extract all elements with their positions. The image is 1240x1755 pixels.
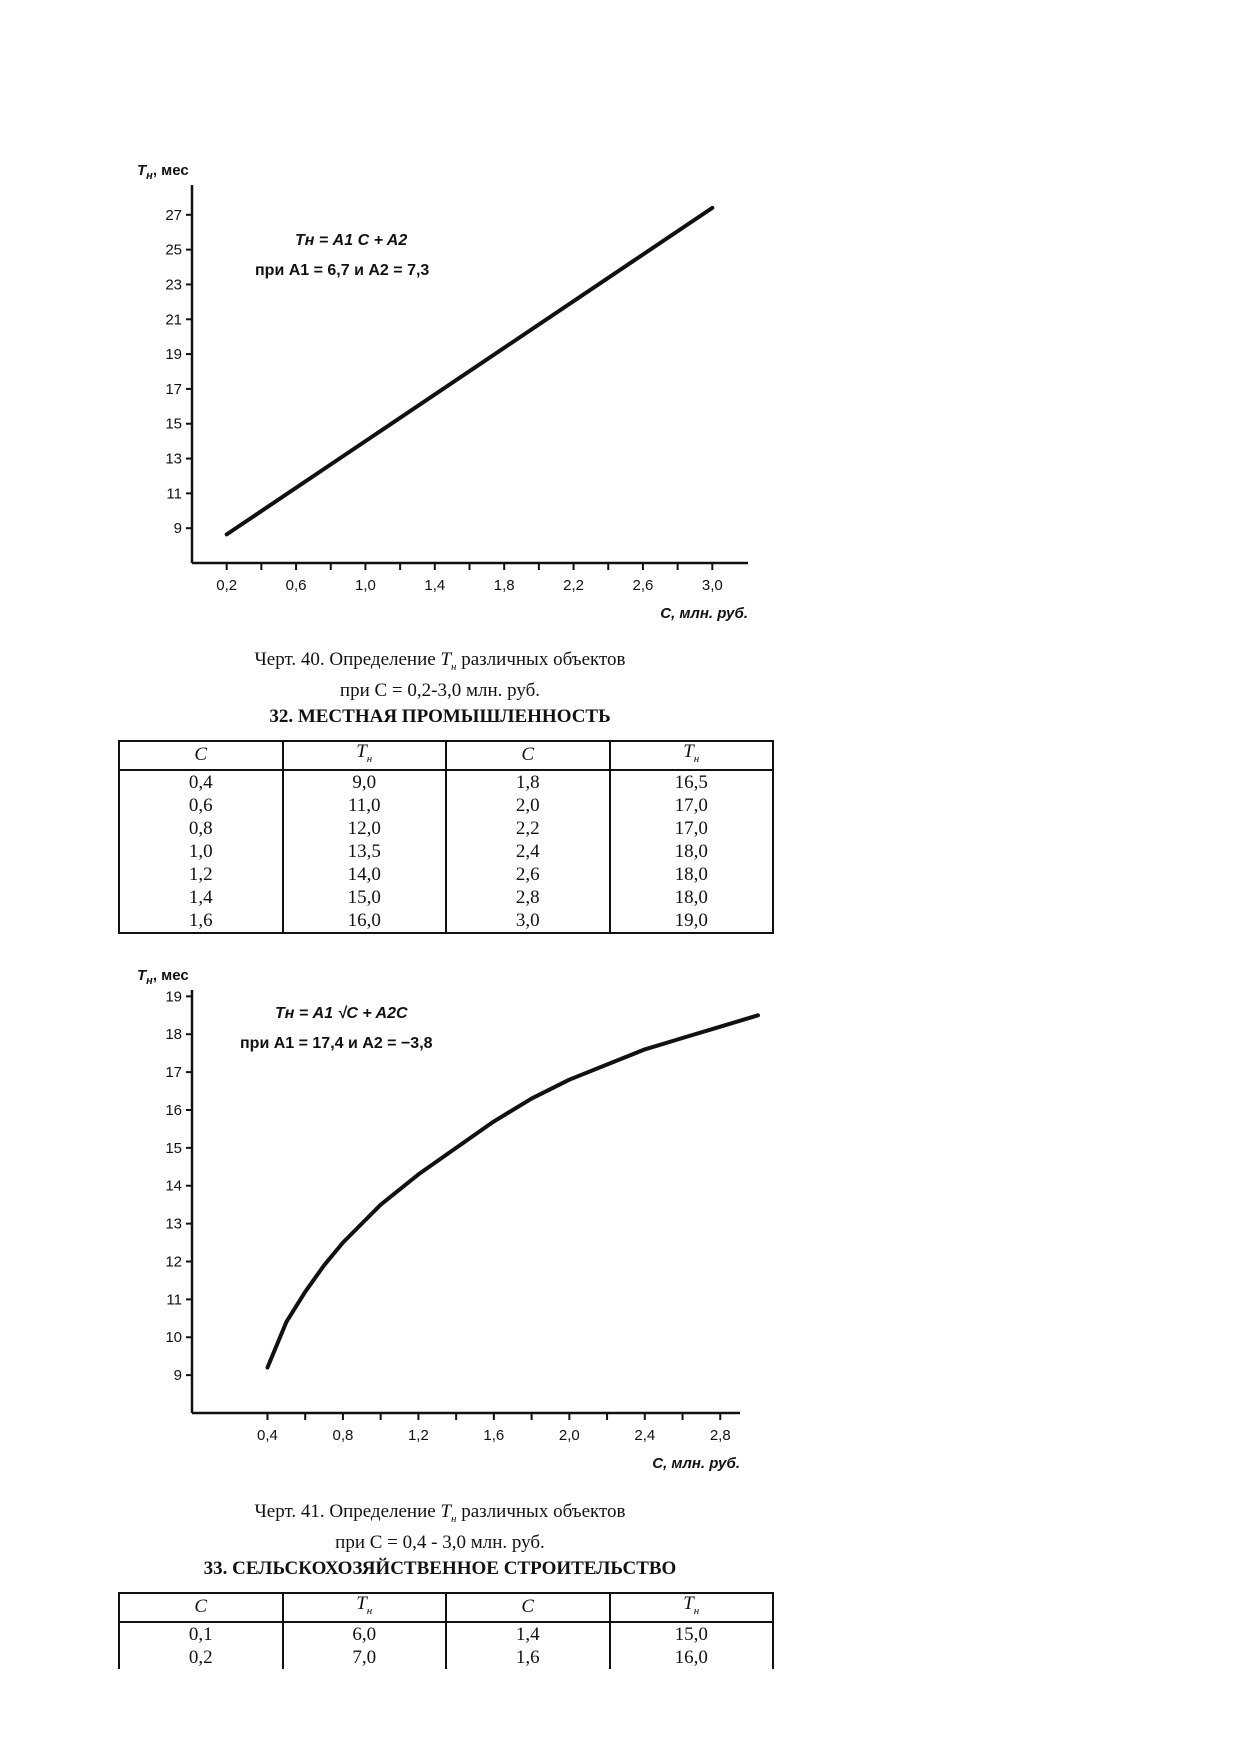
table-32-cell: 0,6 xyxy=(119,794,283,817)
chart-41-svg xyxy=(0,955,780,1475)
chart-41-caption xyxy=(120,1500,760,1554)
table-33-header-cell: C xyxy=(446,1593,610,1622)
table-32-cell: 1,6 xyxy=(119,909,283,933)
chart-40-x-axis-title: C, млн. руб. xyxy=(660,605,748,622)
table-32-cell: 18,0 xyxy=(610,886,774,909)
caption-41-suffix: различных объектов xyxy=(456,1501,626,1522)
caption-40-suffix: различных объектов xyxy=(456,649,626,670)
table-33-header-subscript: н xyxy=(693,1604,700,1617)
caption-40-t: T xyxy=(440,649,452,670)
table-32-header-subscript: н xyxy=(693,752,700,765)
table-33-cell: 16,0 xyxy=(610,1646,774,1669)
table-32-header-cell: C xyxy=(119,741,283,770)
chart-41-x-tick-label: 1,2 xyxy=(407,1427,429,1444)
chart-41-x-tick-label: 2,4 xyxy=(634,1427,656,1444)
chart-41-y-tick-label: 19 xyxy=(165,988,182,1006)
chart-40-y-tick-label: 23 xyxy=(165,276,182,294)
table-33-header-cell: C xyxy=(119,1593,283,1622)
table-32-cell: 11,0 xyxy=(283,794,447,817)
chart-40-y-tick-label: 21 xyxy=(165,311,182,329)
chart-40-y-tick-label: 9 xyxy=(173,520,182,538)
table-33-header-cell: $T_н$ xyxy=(283,1593,447,1622)
chart-40-x-tick-label: 1,0 xyxy=(355,577,376,594)
table-32-row xyxy=(119,770,773,794)
chart-40-x-tick-label: 1,4 xyxy=(424,577,446,594)
chart-40-x-tick-label: 2,2 xyxy=(563,577,584,594)
table-32-cell: 1,8 xyxy=(446,770,610,794)
table-32-cell: 16,5 xyxy=(610,770,774,794)
chart-40-formula-line1: Tн = A1 C + A2 xyxy=(295,232,408,249)
chart-40-x-tick-label: 1,8 xyxy=(493,577,515,594)
caption-40-line2: при С = 0,2-3,0 млн. руб. xyxy=(339,679,541,701)
chart-40-y-tick-label: 19 xyxy=(165,346,182,364)
chart-41-y-tick-label: 13 xyxy=(165,1215,182,1233)
table-32-row xyxy=(119,817,773,840)
chart-41-y-tick-label: 9 xyxy=(173,1367,182,1385)
table-33-cell: 6,0 xyxy=(283,1622,447,1646)
chart-40-y-tick-label: 15 xyxy=(165,415,182,433)
chart-41-y-tick-label: 15 xyxy=(165,1139,182,1157)
chart-40-y-tick-label: 27 xyxy=(165,206,182,224)
chart-41-y-tick-label: 16 xyxy=(165,1101,182,1119)
table-32-cell: 2,4 xyxy=(446,840,610,863)
chart-40-x-tick-label: 2,6 xyxy=(632,577,654,594)
caption-41-prefix: Черт. 41. Определение xyxy=(254,1501,441,1522)
chart-41-y-tick-label: 10 xyxy=(165,1329,182,1347)
table-32-row xyxy=(119,840,773,863)
chart-41-y-tick-label: 17 xyxy=(165,1064,182,1082)
chart-41-y-tick-label: 11 xyxy=(166,1291,182,1309)
chart-40-y-axis-title: $T_н$, мес xyxy=(137,162,189,182)
caption-40-line1 xyxy=(120,648,760,679)
chart-40-formula-line2: при A1 = 6,7 и A2 = 7,3 xyxy=(255,262,430,279)
table-33-cell: 1,4 xyxy=(446,1622,610,1646)
chart-40-x-tick-label: 3,0 xyxy=(701,577,723,594)
table-33-cell: 0,1 xyxy=(119,1622,283,1646)
table-32-cell: 17,0 xyxy=(610,817,774,840)
chart-41-x-axis-title: C, млн. руб. xyxy=(652,1455,740,1472)
chart-40 xyxy=(0,140,780,630)
table-32-cell: 2,2 xyxy=(446,817,610,840)
caption-40-sub: н xyxy=(451,660,457,673)
table-32-header-cell: $T_н$ xyxy=(610,741,774,770)
chart-41-formula-line2: при A1 = 17,4 и A2 = −3,8 xyxy=(240,1035,433,1052)
table-32-cell: 15,0 xyxy=(283,886,447,909)
chart-40-caption xyxy=(120,648,760,702)
table-32-cell: 9,0 xyxy=(283,770,447,794)
caption-41-sub: н xyxy=(451,1512,457,1525)
chart-41-formula-line1: Tн = A1 √C + A2C xyxy=(275,1005,408,1022)
table-32-cell: 18,0 xyxy=(610,840,774,863)
table-32-cell: 2,6 xyxy=(446,863,610,886)
table-32-cell: 1,4 xyxy=(119,886,283,909)
chart-41 xyxy=(0,955,780,1475)
section-33-title: 33. СЕЛЬСКОХОЗЯЙСТВЕННОЕ СТРОИТЕЛЬСТВО xyxy=(203,1558,677,1579)
table-33-row xyxy=(119,1646,773,1669)
table-32-row xyxy=(119,886,773,909)
table-33-cell: 0,2 xyxy=(119,1646,283,1669)
table-32-row xyxy=(119,863,773,886)
chart-40-x-tick-label: 0,6 xyxy=(285,577,307,594)
table-32-cell: 12,0 xyxy=(283,817,447,840)
chart-40-x-tick-label: 0,2 xyxy=(216,577,238,594)
table-32-cell: 2,0 xyxy=(446,794,610,817)
table-33-cell: 7,0 xyxy=(283,1646,447,1669)
chart-41-y-axis-title: $T_н$, мес xyxy=(137,967,189,987)
table-32-row xyxy=(119,794,773,817)
chart-41-x-tick-label: 1,6 xyxy=(483,1427,505,1444)
table-32-cell: 0,4 xyxy=(119,770,283,794)
chart-41-series-line xyxy=(268,1015,759,1367)
table-32-cell: 16,0 xyxy=(283,909,447,933)
table-32-cell: 19,0 xyxy=(610,909,774,933)
table-32-cell: 1,2 xyxy=(119,863,283,886)
table-32-header-cell: $T_н$ xyxy=(283,741,447,770)
chart-41-x-tick-label: 2,0 xyxy=(558,1427,580,1444)
chart-40-y-tick-label: 17 xyxy=(165,380,182,398)
table-32-header-cell: C xyxy=(446,741,610,770)
chart-40-svg xyxy=(0,140,780,630)
chart-40-y-tick-label: 11 xyxy=(166,485,182,503)
table-32-cell: 17,0 xyxy=(610,794,774,817)
chart-41-x-tick-label: 0,8 xyxy=(332,1427,354,1444)
table-32-header-subscript: н xyxy=(366,752,373,765)
table-32-cell: 14,0 xyxy=(283,863,447,886)
table-32-header-row xyxy=(119,741,773,770)
chart-41-y-tick-label: 12 xyxy=(165,1253,182,1271)
table-33-header-row xyxy=(119,1593,773,1622)
chart-41-y-tick-label: 14 xyxy=(165,1177,182,1195)
chart-40-y-tick-label: 25 xyxy=(165,241,182,259)
caption-41-t: T xyxy=(440,1501,452,1522)
table-32-cell: 2,8 xyxy=(446,886,610,909)
chart-41-x-tick-label: 0,4 xyxy=(257,1427,278,1444)
chart-41-x-tick-label: 2,8 xyxy=(709,1427,731,1444)
chart-40-y-tick-label: 13 xyxy=(165,450,182,468)
table-33-header-subscript: н xyxy=(366,1604,373,1617)
table-32-cell: 0,8 xyxy=(119,817,283,840)
table-32-cell: 1,0 xyxy=(119,840,283,863)
caption-41-line1 xyxy=(120,1500,760,1531)
section-32-title: 32. МЕСТНАЯ ПРОМЫШЛЕННОСТЬ xyxy=(269,706,611,727)
caption-41-line2: при С = 0,4 - 3,0 млн. руб. xyxy=(335,1531,545,1553)
table-32-cell: 18,0 xyxy=(610,863,774,886)
table-32-row xyxy=(119,909,773,933)
table-32 xyxy=(118,740,774,934)
chart-41-y-tick-label: 18 xyxy=(165,1026,182,1044)
table-32-cell: 13,5 xyxy=(283,840,447,863)
table-32-cell: 3,0 xyxy=(446,909,610,933)
table-33-row xyxy=(119,1622,773,1646)
table-33-header-cell: $T_н$ xyxy=(610,1593,774,1622)
chart-40-series-line xyxy=(227,208,713,535)
table-33-cell: 1,6 xyxy=(446,1646,610,1669)
caption-40-prefix: Черт. 40. Определение xyxy=(254,649,441,670)
table-33 xyxy=(118,1592,774,1669)
table-33-cell: 15,0 xyxy=(610,1622,774,1646)
